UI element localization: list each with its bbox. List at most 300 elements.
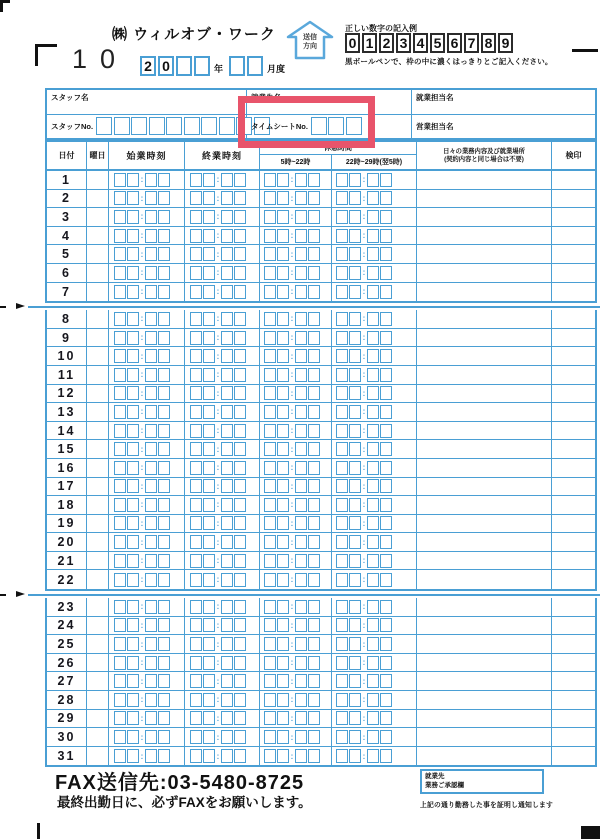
digit-box	[203, 693, 215, 707]
duty-cell	[417, 347, 552, 365]
digit-box	[264, 711, 276, 725]
digit-box	[367, 498, 379, 512]
colon-separator: :	[290, 676, 294, 686]
break-day-cell	[260, 570, 332, 589]
digit-box	[127, 573, 139, 587]
digit-box	[380, 554, 392, 568]
digit-box	[114, 247, 126, 261]
day-number: 12	[47, 385, 87, 403]
digit-box	[234, 424, 246, 438]
digit-box	[336, 331, 348, 345]
table-block-3	[45, 598, 597, 767]
approval-line1: 就業先	[425, 773, 445, 780]
end-time-boxes	[190, 554, 247, 568]
digit-box	[336, 405, 348, 419]
break-night-boxes	[336, 535, 393, 549]
year-digit-box	[194, 56, 210, 76]
digit-box	[295, 749, 307, 763]
colon-separator: :	[290, 537, 294, 547]
digit-box	[203, 674, 215, 688]
digit-box	[221, 535, 233, 549]
digit-box	[367, 674, 379, 688]
start-time-cell	[109, 552, 185, 570]
digit-box	[203, 711, 215, 725]
break-day-boxes	[264, 368, 321, 382]
digit-box	[367, 405, 379, 419]
start-time-cell	[109, 598, 185, 616]
break-night-cell	[332, 747, 417, 766]
digit-box	[221, 749, 233, 763]
sample-digit-box: 7	[464, 33, 479, 53]
digit-box	[277, 498, 289, 512]
day-number: 17	[47, 478, 87, 496]
staff-no-digit-box	[166, 117, 182, 135]
digit-box	[221, 711, 233, 725]
colon-separator: :	[362, 333, 366, 343]
header-weekday: 曜日	[87, 142, 109, 169]
stamp-cell	[552, 366, 595, 384]
day-number: 28	[47, 691, 87, 709]
stamp-cell	[552, 552, 595, 570]
start-time-boxes	[114, 312, 171, 326]
digit-box	[145, 749, 157, 763]
break-night-boxes	[336, 711, 393, 725]
digit-box	[277, 349, 289, 363]
digit-box	[145, 711, 157, 725]
stamp-cell	[552, 747, 595, 766]
digit-box	[308, 554, 320, 568]
start-time-cell	[109, 747, 185, 766]
colon-separator: :	[290, 231, 294, 241]
weekday-cell	[87, 264, 109, 282]
digit-box	[264, 600, 276, 614]
stamp-cell	[552, 310, 595, 328]
digit-box	[158, 656, 170, 670]
digit-box	[190, 386, 202, 400]
digit-box	[277, 247, 289, 261]
break-day-boxes	[264, 637, 321, 651]
digit-box	[127, 312, 139, 326]
pen-instruction-note: 黒ボールペンで、枠の中に濃くはっきりとご記入ください。	[345, 57, 553, 66]
weekday-cell	[87, 385, 109, 403]
digit-box	[367, 749, 379, 763]
sample-digit-box: 3	[396, 33, 411, 53]
break-night-cell	[332, 227, 417, 245]
digit-box	[308, 573, 320, 587]
stamp-cell	[552, 496, 595, 514]
start-time-cell	[109, 533, 185, 551]
digit-box	[114, 573, 126, 587]
digit-box	[158, 730, 170, 744]
digit-box	[190, 618, 202, 632]
break-night-boxes	[336, 191, 393, 205]
day-number: 2	[47, 190, 87, 208]
digit-box	[349, 461, 361, 475]
timesheet-row	[47, 245, 595, 264]
end-time-boxes	[190, 405, 247, 419]
day-number: 23	[47, 598, 87, 616]
colon-separator: :	[140, 407, 144, 417]
colon-separator: :	[216, 444, 220, 454]
colon-separator: :	[362, 268, 366, 278]
digit-box	[380, 191, 392, 205]
break-day-boxes	[264, 386, 321, 400]
digit-box	[349, 312, 361, 326]
digit-box	[145, 312, 157, 326]
break-night-cell	[332, 496, 417, 514]
day-number: 21	[47, 552, 87, 570]
digit-box	[349, 173, 361, 187]
break-day-cell	[260, 366, 332, 384]
digit-box	[127, 637, 139, 651]
digit-box	[158, 386, 170, 400]
colon-separator: :	[362, 500, 366, 510]
digit-box	[114, 618, 126, 632]
digit-box	[234, 386, 246, 400]
weekday-cell	[87, 552, 109, 570]
digit-box	[221, 312, 233, 326]
digit-box	[336, 368, 348, 382]
break-day-cell	[260, 478, 332, 496]
timesheet-row	[47, 496, 595, 515]
digit-box	[295, 247, 307, 261]
start-time-cell	[109, 478, 185, 496]
colon-separator: :	[290, 314, 294, 324]
stamp-cell	[552, 283, 595, 302]
digit-box	[380, 285, 392, 299]
break-day-boxes	[264, 498, 321, 512]
colon-separator: :	[362, 351, 366, 361]
digit-box	[277, 312, 289, 326]
registration-block-bottom-right	[581, 826, 600, 839]
timesheet-row	[47, 385, 595, 404]
digit-box	[190, 637, 202, 651]
end-time-boxes	[190, 573, 247, 587]
sample-digit-box: 5	[430, 33, 445, 53]
colon-separator: :	[290, 658, 294, 668]
break-night-cell	[332, 672, 417, 690]
digit-box	[295, 693, 307, 707]
digit-box	[295, 730, 307, 744]
digit-box	[308, 349, 320, 363]
end-time-cell	[185, 366, 260, 384]
start-time-boxes	[114, 656, 171, 670]
duty-cell	[417, 654, 552, 672]
start-time-cell	[109, 245, 185, 263]
colon-separator: :	[362, 481, 366, 491]
colon-separator: :	[362, 426, 366, 436]
digit-box	[380, 266, 392, 280]
weekday-cell	[87, 570, 109, 589]
end-time-cell	[185, 245, 260, 263]
digit-box	[295, 442, 307, 456]
end-time-boxes	[190, 637, 247, 651]
digit-box	[145, 386, 157, 400]
start-time-boxes	[114, 173, 171, 187]
digit-box	[158, 173, 170, 187]
duty-cell	[417, 208, 552, 226]
break-day-cell	[260, 422, 332, 440]
start-time-cell	[109, 570, 185, 589]
stamp-cell	[552, 533, 595, 551]
end-time-cell	[185, 691, 260, 709]
digit-box	[277, 405, 289, 419]
break-night-boxes	[336, 637, 393, 651]
colon-separator: :	[362, 231, 366, 241]
certify-note: 上記の通り勤務した事を証明し通知します	[420, 802, 553, 809]
colon-separator: :	[290, 287, 294, 297]
break-night-cell	[332, 347, 417, 365]
digit-box	[367, 191, 379, 205]
duty-cell	[417, 552, 552, 570]
fax-number: FAX送信先:03-5480-8725	[55, 772, 305, 794]
digit-box	[203, 600, 215, 614]
digit-box	[221, 285, 233, 299]
start-time-cell	[109, 190, 185, 208]
end-time-boxes	[190, 442, 247, 456]
colon-separator: :	[140, 426, 144, 436]
digit-box	[145, 730, 157, 744]
colon-separator: :	[362, 620, 366, 630]
colon-separator: :	[216, 314, 220, 324]
digit-box	[308, 693, 320, 707]
duty-cell	[417, 691, 552, 709]
digit-box	[158, 535, 170, 549]
stamp-cell	[552, 422, 595, 440]
colon-separator: :	[216, 175, 220, 185]
stamp-cell	[552, 728, 595, 746]
start-time-cell	[109, 310, 185, 328]
digit-box	[114, 229, 126, 243]
digit-box	[380, 442, 392, 456]
digit-box	[221, 461, 233, 475]
day-number: 15	[47, 440, 87, 458]
weekday-cell	[87, 691, 109, 709]
end-time-cell	[185, 496, 260, 514]
colon-separator: :	[290, 370, 294, 380]
start-time-cell	[109, 728, 185, 746]
digit-box	[380, 711, 392, 725]
digit-box	[203, 331, 215, 345]
digit-box	[190, 554, 202, 568]
colon-separator: :	[216, 407, 220, 417]
digit-box	[158, 368, 170, 382]
colon-separator: :	[216, 370, 220, 380]
digit-box	[264, 442, 276, 456]
digit-box	[308, 285, 320, 299]
digit-box	[308, 191, 320, 205]
colon-separator: :	[216, 231, 220, 241]
start-time-boxes	[114, 693, 171, 707]
digit-box	[234, 368, 246, 382]
digit-box	[190, 498, 202, 512]
end-time-cell	[185, 552, 260, 570]
digit-box	[203, 285, 215, 299]
digit-box	[380, 516, 392, 530]
colon-separator: :	[216, 268, 220, 278]
digit-box	[158, 312, 170, 326]
break-night-cell	[332, 654, 417, 672]
company-name: ㈱ ウィルオブ・ワーク	[112, 26, 276, 43]
digit-box	[295, 573, 307, 587]
colon-separator: :	[290, 602, 294, 612]
digit-box	[114, 173, 126, 187]
break-day-boxes	[264, 730, 321, 744]
digit-box	[264, 498, 276, 512]
start-time-boxes	[114, 424, 171, 438]
digit-box	[277, 711, 289, 725]
digit-box	[367, 637, 379, 651]
duty-cell	[417, 264, 552, 282]
timesheet-table	[45, 140, 597, 767]
sales-rep-cell	[412, 115, 595, 139]
end-time-boxes	[190, 191, 247, 205]
digit-box	[114, 674, 126, 688]
colon-separator: :	[216, 500, 220, 510]
staff-name-label: スタッフ名	[51, 93, 89, 102]
digit-box	[308, 535, 320, 549]
digit-box	[234, 191, 246, 205]
break-day-cell	[260, 227, 332, 245]
fold-separator-1	[0, 303, 600, 310]
start-time-cell	[109, 617, 185, 635]
digit-box	[114, 405, 126, 419]
start-time-cell	[109, 385, 185, 403]
duty-cell	[417, 496, 552, 514]
staff-no-cell	[47, 115, 246, 139]
day-number: 19	[47, 515, 87, 533]
break-day-cell	[260, 264, 332, 282]
digit-box	[264, 749, 276, 763]
colon-separator: :	[290, 518, 294, 528]
staff-no-digit-box	[219, 117, 235, 135]
break-day-cell	[260, 710, 332, 728]
break-night-boxes	[336, 618, 393, 632]
digit-box	[295, 285, 307, 299]
colon-separator: :	[362, 639, 366, 649]
colon-separator: :	[290, 444, 294, 454]
digit-box	[221, 368, 233, 382]
digit-box	[277, 618, 289, 632]
start-time-boxes	[114, 711, 171, 725]
start-time-cell	[109, 440, 185, 458]
weekday-cell	[87, 440, 109, 458]
edge-tick-icon	[0, 594, 6, 596]
break-night-boxes	[336, 368, 393, 382]
colon-separator: :	[140, 175, 144, 185]
colon-separator: :	[216, 463, 220, 473]
digit-box	[380, 312, 392, 326]
break-day-cell	[260, 672, 332, 690]
digit-box	[295, 674, 307, 688]
day-number: 1	[47, 171, 87, 189]
digit-box	[234, 479, 246, 493]
day-number: 26	[47, 654, 87, 672]
end-time-boxes	[190, 618, 247, 632]
colon-separator: :	[140, 314, 144, 324]
digit-box	[234, 554, 246, 568]
digit-box	[114, 442, 126, 456]
digit-box	[127, 535, 139, 549]
digit-box	[349, 442, 361, 456]
digit-box	[349, 405, 361, 419]
digit-box	[308, 424, 320, 438]
break-day-boxes	[264, 210, 321, 224]
colon-separator: :	[362, 676, 366, 686]
digit-box	[114, 424, 126, 438]
digit-box	[127, 618, 139, 632]
break-night-boxes	[336, 600, 393, 614]
staff-no-digit-box	[131, 117, 147, 135]
digit-box	[295, 229, 307, 243]
staff-name-cell	[47, 90, 246, 115]
digit-box	[336, 266, 348, 280]
digit-box	[221, 479, 233, 493]
timesheet-row	[47, 598, 595, 617]
digit-box	[234, 730, 246, 744]
break-day-boxes	[264, 285, 321, 299]
digit-box	[277, 386, 289, 400]
digit-box	[203, 442, 215, 456]
digit-box	[158, 210, 170, 224]
digit-box	[295, 498, 307, 512]
break-day-cell	[260, 552, 332, 570]
digit-box	[114, 479, 126, 493]
duty-cell	[417, 459, 552, 477]
weekday-cell	[87, 617, 109, 635]
start-time-boxes	[114, 247, 171, 261]
digit-box	[367, 535, 379, 549]
digit-box	[221, 442, 233, 456]
break-day-boxes	[264, 461, 321, 475]
digit-box	[295, 516, 307, 530]
digit-box	[308, 210, 320, 224]
duty-cell	[417, 403, 552, 421]
weekday-cell	[87, 190, 109, 208]
colon-separator: :	[362, 518, 366, 528]
digit-box	[349, 479, 361, 493]
digit-box	[308, 479, 320, 493]
break-day-cell	[260, 747, 332, 766]
break-night-cell	[332, 310, 417, 328]
digit-box	[127, 693, 139, 707]
start-time-boxes	[114, 266, 171, 280]
colon-separator: :	[140, 713, 144, 723]
end-time-cell	[185, 459, 260, 477]
digit-box	[308, 711, 320, 725]
end-time-boxes	[190, 266, 247, 280]
stamp-cell	[552, 264, 595, 282]
duty-cell	[417, 747, 552, 766]
digit-box	[380, 210, 392, 224]
day-number: 22	[47, 570, 87, 589]
sample-digit-row	[345, 33, 515, 53]
digit-box	[349, 516, 361, 530]
start-time-cell	[109, 515, 185, 533]
digit-box	[367, 618, 379, 632]
break-night-boxes	[336, 405, 393, 419]
end-time-cell	[185, 747, 260, 766]
digit-box	[158, 637, 170, 651]
digit-box	[221, 637, 233, 651]
day-number: 30	[47, 728, 87, 746]
header-date: 日付	[47, 142, 87, 169]
weekday-cell	[87, 245, 109, 263]
break-day-cell	[260, 190, 332, 208]
digit-box	[277, 656, 289, 670]
digit-box	[145, 247, 157, 261]
colon-separator: :	[290, 351, 294, 361]
